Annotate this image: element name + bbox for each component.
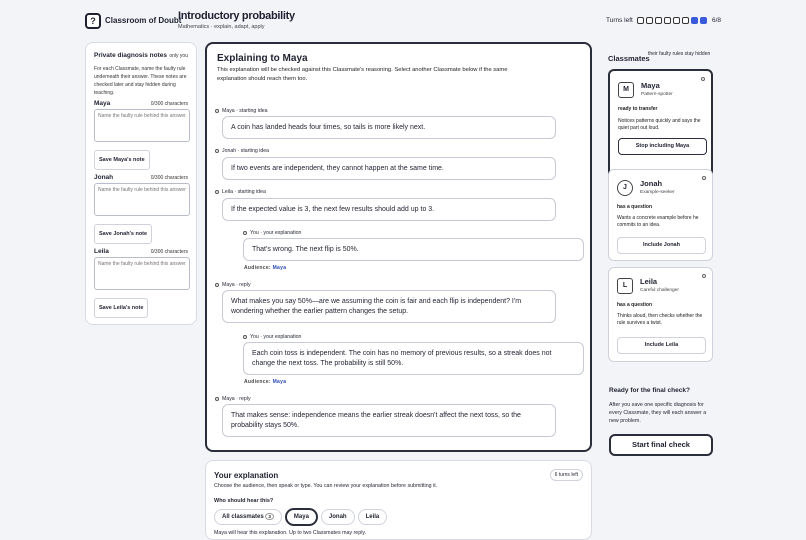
explanation-composer [205, 460, 592, 540]
turn-pip [664, 17, 671, 24]
classmate-card-jonah[interactable] [608, 169, 713, 261]
note-name: Leila [94, 248, 109, 255]
maya-avatar: M [618, 82, 634, 98]
turns-count: 6/8 [712, 17, 722, 24]
timeline-dot-icon [215, 149, 219, 153]
leila-avatar: L [617, 278, 633, 294]
leila-note-input[interactable] [94, 257, 190, 290]
conversation-heading: Explaining to Maya [217, 53, 308, 64]
classmate-name: Jonah [640, 179, 663, 188]
maya-note-input[interactable] [94, 109, 190, 142]
classmate-desc: Thinks aloud, then checks whether the rule survives a twist. [617, 313, 703, 326]
maya-chip[interactable]: Maya [285, 508, 318, 526]
turn-pip [655, 17, 662, 24]
note-maya [94, 100, 188, 170]
timeline-dot-icon [215, 283, 219, 287]
entry-label: Maya · starting idea [215, 108, 268, 114]
your-explanation-2: Each coin toss is independent. The coin has no memory of previous results, so a streak does not change the next toss. The probability is still 50%. [243, 342, 584, 375]
status-dot-icon [701, 77, 705, 81]
status-dot-icon [702, 176, 706, 180]
entry-label: Jonah · starting idea [215, 148, 269, 154]
entry-label: You · your explanation [243, 334, 301, 340]
entry-label: Leila · starting idea [215, 189, 266, 195]
classmate-name: Leila [640, 277, 658, 286]
classmate-role: Pattern-spotter [641, 92, 673, 97]
top-bar [0, 0, 806, 42]
turns-left-label: Turns left [606, 17, 633, 24]
classmate-status: has a question [617, 302, 653, 308]
final-check-desc: After you save one specific diagnosis for every Classmate, they will each answer a new problem. [609, 402, 707, 424]
timeline-dot-icon [215, 109, 219, 113]
your-explanation-1: That's wrong. The next flip is 50%. [243, 238, 584, 261]
maya-starting-idea: A coin has landed heads four times, so tails is more likely next. [222, 116, 556, 139]
save-jonah-note-button[interactable]: Save Jonah's note [94, 224, 152, 244]
conversation-panel [205, 42, 592, 452]
audience-tag: Audience: Maya [244, 379, 287, 385]
audience-selector [214, 508, 583, 526]
classmate-card-leila[interactable] [608, 267, 713, 362]
status-dot-icon [702, 274, 706, 278]
leila-starting-idea: If the expected value is 3, the next few results should add up to 3. [222, 198, 556, 221]
page-title: Introductory probability [178, 10, 295, 22]
note-leila [94, 248, 188, 318]
save-maya-note-button[interactable]: Save Maya's note [94, 150, 150, 170]
jonah-note-input[interactable] [94, 183, 190, 216]
maya-reply-1: What makes you say 50%—are we assuming the coin is fair and each flip is independent? I'm wondering whether the earlier pattern changes the setup. [222, 290, 556, 323]
turn-pip [646, 17, 653, 24]
diagnosis-title: Private diagnosis notes [94, 52, 167, 59]
composer-footer: Maya will hear this explanation. Up to two Classmates may reply. [214, 530, 367, 536]
page-subtitle: Mathematics · explain, adapt, apply [178, 24, 265, 30]
leila-chip[interactable]: Leila [358, 509, 388, 525]
classmate-role: Example-seeker [640, 190, 675, 195]
timeline-dot-icon [215, 190, 219, 194]
maya-reply-2: That makes sense: independence means the earlier streak doesn't affect the next toss, so the probability stays 50%. [222, 404, 556, 437]
diagnosis-panel [85, 42, 197, 325]
turn-pip [682, 17, 689, 24]
turn-pip-used [700, 17, 707, 24]
save-leila-note-button[interactable]: Save Leila's note [94, 298, 148, 318]
classmates-title: Classmates [608, 54, 650, 63]
turns-badge: 6 turns left [550, 469, 583, 481]
question-logo-icon: ? [85, 13, 101, 29]
classmate-desc: Wants a concrete example before he commits to an idea. [617, 215, 699, 228]
turn-pip [673, 17, 680, 24]
timeline-dot-icon [215, 397, 219, 401]
classmate-status: ready to transfer [618, 106, 658, 112]
who-label: Who should hear this? [214, 498, 274, 504]
start-final-check-button[interactable]: Start final check [609, 434, 713, 456]
brand: Classroom of Doubt [105, 16, 182, 25]
entry-label: Maya · reply [215, 282, 251, 288]
jonah-chip[interactable]: Jonah [321, 509, 355, 525]
timeline-dot-icon [243, 231, 247, 235]
include-leila-button[interactable]: Include Leila [617, 337, 706, 354]
classmate-role: Careful challenger [640, 288, 679, 293]
classmate-desc: Notices patterns quickly and says the quiet part out loud. [618, 118, 701, 131]
classmate-status: has a question [617, 204, 653, 210]
jonah-starting-idea: If two events are independent, they cannot happen at the same time. [222, 157, 556, 180]
note-name: Jonah [94, 174, 114, 181]
diagnosis-desc: For each Classmate, name the faulty rule underneath their answer. These notes are checked later and stay hidden during teaching. [94, 66, 187, 96]
jonah-avatar: J [617, 180, 633, 196]
note-name: Maya [94, 100, 111, 107]
composer-desc: Choose the audience, then speak or type. You can review your explanation before submitting it. [214, 483, 438, 489]
char-count: 0/300 characters [150, 248, 188, 255]
composer-title: Your explanation [214, 470, 279, 480]
only-you-badge: only you [169, 52, 188, 59]
audience-tag: Audience: Maya [244, 265, 287, 271]
final-check-title: Ready for the final check? [609, 387, 690, 394]
turn-pip [637, 17, 644, 24]
include-jonah-button[interactable]: Include Jonah [617, 237, 706, 254]
note-jonah [94, 174, 188, 244]
char-count: 0/300 characters [150, 174, 188, 181]
turn-pip-used [691, 17, 698, 24]
conversation-desc: This explanation will be checked against this Classmate's reasoning. Select another Classmate below if the same explanation should reach them too. [217, 67, 508, 82]
entry-label: Maya · reply [215, 396, 251, 402]
classmates-desc: their faulty rules stay hidden [648, 51, 711, 57]
entry-label: You · your explanation [243, 230, 301, 236]
classmate-name: Maya [641, 81, 660, 90]
char-count: 0/300 characters [150, 100, 188, 107]
turn-pips [637, 17, 707, 24]
classmates-panel [604, 42, 721, 362]
timeline-dot-icon [243, 335, 247, 339]
all-classmates-chip[interactable]: All classmates 3 [214, 509, 282, 525]
stop-including-maya-button[interactable]: Stop including Maya [618, 138, 707, 155]
